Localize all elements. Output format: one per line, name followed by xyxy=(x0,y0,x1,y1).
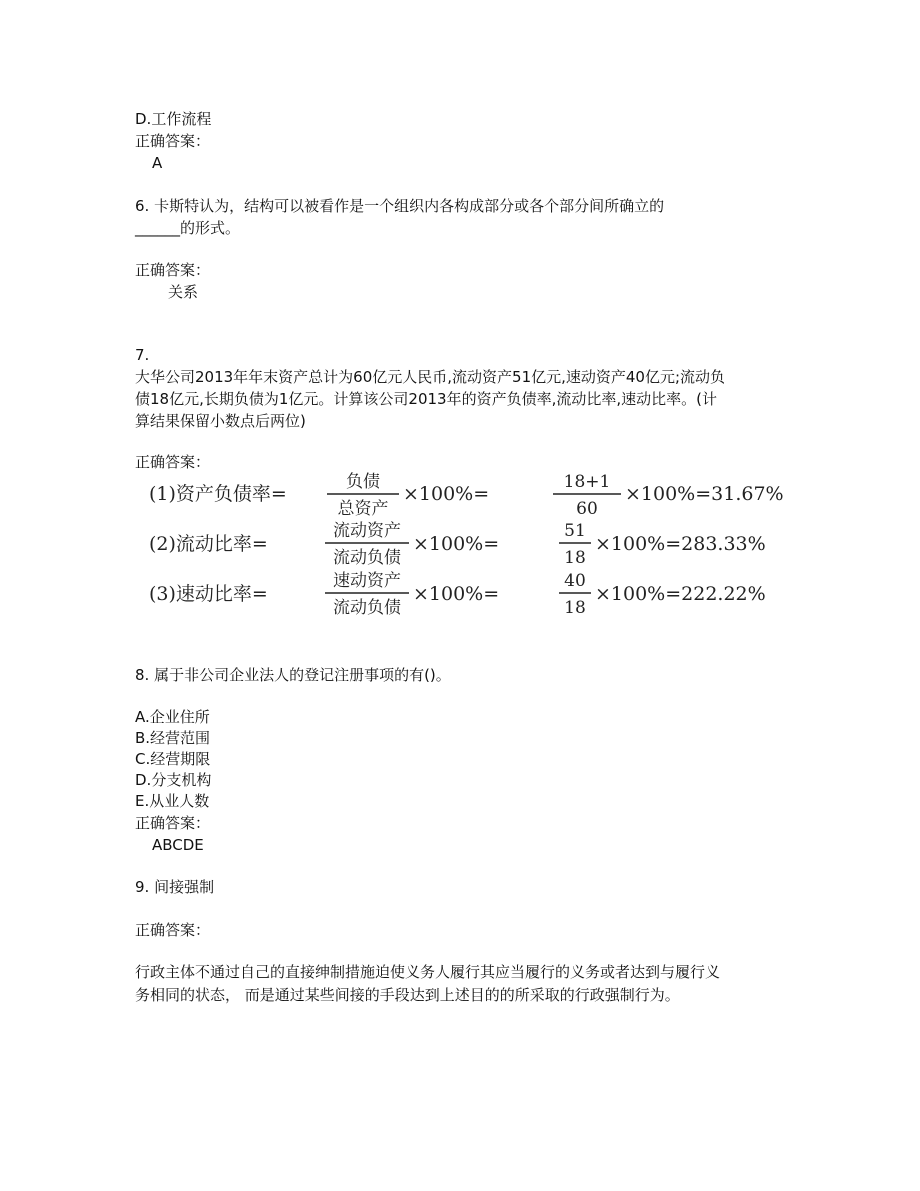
formula-2-mult: ×100%= xyxy=(413,533,500,555)
formula-2-num2: 51 xyxy=(564,521,586,541)
q7-question-line3: 算结果保留小数点后两位) xyxy=(135,412,306,430)
q7-number: 7. xyxy=(135,346,150,364)
q8-answer: ABCDE xyxy=(152,836,204,854)
formula-2-numerator: 流动资产 xyxy=(333,521,401,541)
q7-answer-label: 正确答案： xyxy=(135,453,211,471)
q5-answer-label: 正确答案： xyxy=(135,132,211,150)
q6-question-line1: 6. 卡斯特认为，结构可以被看作是一个组织内各构成部分或各个部分间所确立的 xyxy=(135,197,665,215)
q8-option-a: A.企业住所 xyxy=(135,708,210,726)
formula-1-den2: 60 xyxy=(576,499,598,519)
q9-question: 9. 间接强制 xyxy=(135,878,215,896)
q9-answer-label: 正确答案： xyxy=(135,921,211,939)
formula-1-num2: 18+1 xyxy=(563,472,611,492)
q8-option-c: C.经营期限 xyxy=(135,750,211,768)
q8-option-b: B.经营范围 xyxy=(135,729,211,747)
formula-3-label: (3)速动比率= xyxy=(149,583,268,605)
q7-formula-image xyxy=(135,470,855,620)
q6-answer-label: 正确答案： xyxy=(135,261,211,279)
q5-answer: A xyxy=(152,154,163,172)
q8-question: 8. 属于非公司企业法人的登记注册事项的有()。 xyxy=(135,666,451,684)
formula-row-1 xyxy=(149,472,784,519)
formula-1-label: (1)资产负债率= xyxy=(149,483,287,505)
formula-1-denominator: 总资产 xyxy=(337,499,389,519)
formula-3-num2: 40 xyxy=(564,571,586,591)
formula-3-numerator: 速动资产 xyxy=(333,571,401,591)
formula-1-numerator: 负债 xyxy=(346,472,380,492)
q6-question-line2: ______的形式。 xyxy=(135,219,241,237)
q9-answer-line1: 行政主体不通过自己的直接绅制措施迫使义务人履行其应当履行的义务或者达到与履行义 xyxy=(135,963,721,981)
formula-3-den2: 18 xyxy=(564,598,586,618)
formula-2-denominator: 流动负债 xyxy=(333,548,401,568)
formula-3-mult: ×100%= xyxy=(413,583,500,605)
formula-1-result: ×100%=31.67% xyxy=(625,483,784,505)
q5-option-d: D.工作流程 xyxy=(135,110,212,128)
formula-3-denominator: 流动负债 xyxy=(333,598,401,618)
q9-answer-line2: 务相同的状态， 而是通过某些间接的手段达到上述目的的所采取的行政强制行为。 xyxy=(135,986,680,1004)
formula-3-result: ×100%=222.22% xyxy=(595,583,766,605)
formula-row-2 xyxy=(149,521,766,568)
q7-question-line1: 大华公司2013年年末资产总计为60亿元人民币,流动资产51亿元,速动资产40亿元;流动负 xyxy=(135,368,726,386)
q7-question-line2: 债18亿元,长期负债为1亿元。计算该公司2013年的资产负债率,流动比率,速动比率。(计 xyxy=(135,390,717,408)
formula-2-result: ×100%=283.33% xyxy=(595,533,766,555)
formula-row-3 xyxy=(149,571,766,618)
formula-2-den2: 18 xyxy=(564,548,586,568)
q6-answer: 关系 xyxy=(168,283,199,301)
q8-option-e: E.从业人数 xyxy=(135,792,210,810)
q8-answer-label: 正确答案： xyxy=(135,814,211,832)
formula-1-mult: ×100%= xyxy=(403,483,490,505)
q8-option-d: D.分支机构 xyxy=(135,771,212,789)
formula-2-label: (2)流动比率= xyxy=(149,533,268,555)
